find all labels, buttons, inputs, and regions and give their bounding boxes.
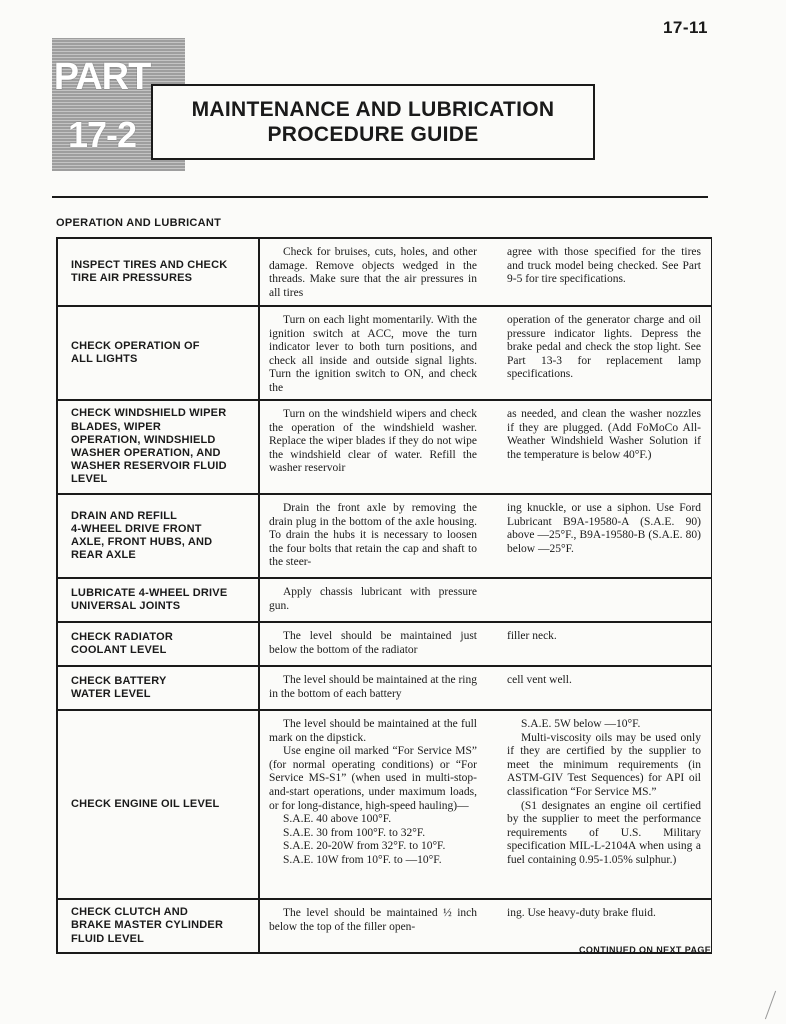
label-line: TIRE AIR PRESSURES — [71, 272, 193, 284]
label-line: WASHER OPERATION, AND — [71, 447, 221, 459]
label-line: WATER LEVEL — [71, 688, 151, 700]
paragraph: cell vent well. — [507, 674, 572, 686]
label-line: UNIVERSAL JOINTS — [71, 600, 181, 612]
procedure-text-continued — [485, 711, 709, 898]
procedure-text — [260, 667, 485, 709]
procedure-text — [260, 401, 485, 493]
procedure-text-continued — [485, 239, 709, 305]
paragraph: ing. Use heavy-duty brake fluid. — [507, 907, 656, 919]
label-line: CHECK OPERATION OF — [71, 339, 200, 352]
label-line: CHECK WINDSHIELD WIPER — [71, 407, 227, 420]
paragraph: filler neck. — [507, 630, 557, 642]
label-line: CHECK CLUTCH AND — [71, 906, 189, 919]
operation-label — [58, 401, 260, 493]
paragraph: Multi-viscosity oils may be used only if they are certified by the supplier to meet the minimum requirements (in ASTM-GIV Test Sequences) for API oil classification “For Service MS.” — [507, 731, 701, 798]
procedure-text — [260, 623, 485, 665]
paragraph: (S1 designates an engine oil certified by the supplier to meet the performance requirements of U.S. Military specification MIL-L-2104A when using a fuel containing 0.95-1.05% sulphur.) — [507, 799, 701, 866]
oil-spec-line: S.A.E. 30 from 100°F. to 32°F. — [283, 826, 426, 839]
operation-label — [58, 495, 260, 577]
paragraph: ing knuckle, or use a siphon. Use Ford Lubricant B9A-19580-A (S.A.E. 90) above —25°F., B9A-19580-B (S.A.E. 80) below —25°F. — [507, 502, 701, 555]
paragraph: Turn on the windshield wipers and check the operation of the windshield washer. Replace the wiper blades if they do not wipe the windshield clear of water. Refill the washer reservoir — [269, 408, 477, 475]
label-line: INSPECT TIRES AND CHECK — [71, 258, 228, 271]
paragraph: Turn on each light momentarily. With the ignition switch at ACC, move the turn indicator lever to both turn positions, and check all inside and outside signal lights. Turn the ignition switch to ON, and check the — [269, 314, 477, 394]
label-line: AXLE, FRONT HUBS, AND — [71, 536, 213, 548]
label-line: CHECK RADIATOR — [71, 630, 174, 643]
label-line: COOLANT LEVEL — [71, 644, 167, 656]
paragraph: The level should be maintained just below the bottom of the radiator — [269, 630, 477, 656]
procedure-text — [260, 495, 485, 577]
label-line: 4-WHEEL DRIVE FRONT — [71, 522, 202, 535]
table-row — [58, 307, 711, 401]
paragraph: Check for bruises, cuts, holes, and other damage. Remove objects wedged in the threads. Make sure that the air pressures in all tires — [269, 246, 477, 299]
table-row — [58, 495, 711, 579]
label-line: CHECK BATTERY — [71, 674, 167, 687]
label-line: DRAIN AND REFILL — [71, 509, 178, 522]
oil-spec-line: S.A.E. 5W below —10°F. — [521, 718, 641, 730]
paragraph: The level should be maintained at the full mark on the dipstick. — [269, 718, 477, 744]
procedure-text — [260, 711, 485, 898]
continued-note: CONTINUED ON NEXT PAGE — [579, 945, 712, 955]
procedure-text — [260, 900, 485, 952]
page-title-line-2: PROCEDURE GUIDE — [267, 123, 479, 146]
table-row — [58, 239, 711, 307]
paragraph: The level should be maintained at the ring in the bottom of each battery — [269, 674, 477, 700]
procedure-text — [260, 307, 485, 399]
procedure-text-continued — [485, 623, 709, 665]
oil-spec-line: S.A.E. 40 above 100°F. — [283, 813, 392, 826]
procedure-text — [260, 239, 485, 305]
procedure-text-continued — [485, 667, 709, 709]
page-title-line-1: MAINTENANCE AND LUBRICATION — [191, 98, 555, 121]
procedure-text — [260, 579, 485, 621]
procedure-text-continued — [485, 579, 709, 621]
table-row — [58, 623, 711, 667]
table-row — [58, 711, 711, 900]
label-line: OPERATION, WINDSHIELD — [71, 433, 216, 446]
operations-table — [56, 237, 712, 954]
procedure-text-continued — [485, 495, 709, 577]
label-line: WASHER RESERVOIR FLUID — [71, 460, 227, 473]
page-number: 17-11 — [662, 18, 708, 37]
label-line: FLUID LEVEL — [71, 932, 145, 945]
table-row — [58, 401, 711, 495]
label-line: BLADES, WIPER — [71, 420, 161, 433]
operation-label — [58, 307, 260, 399]
table-row — [58, 667, 711, 711]
paragraph: as needed, and clean the washer nozzles if they are plugged. (Add FoMoCo All-Weather Windshield Washer Solution if the temperature is below 40°F.) — [507, 408, 701, 461]
part-word: PART — [53, 56, 151, 98]
paragraph: agree with those specified for the tires and truck model being checked. See Part 9-5 for tire specifications. — [507, 246, 701, 286]
procedure-text-continued — [485, 401, 709, 493]
label-line: CHECK ENGINE OIL LEVEL — [71, 797, 220, 810]
operation-label — [58, 579, 260, 621]
label-line: LUBRICATE 4-WHEEL DRIVE — [71, 586, 228, 599]
operation-label — [58, 667, 260, 709]
oil-spec-line: S.A.E. 10W from 10°F. to —10°F. — [283, 853, 442, 866]
paragraph: Apply chassis lubricant with pressure gun. — [269, 586, 477, 612]
label-line: ALL LIGHTS — [71, 353, 138, 365]
part-number: 17-2 — [67, 114, 137, 155]
table-row — [58, 579, 711, 623]
label-line: REAR AXLE — [71, 549, 136, 562]
page-title-box — [151, 84, 595, 160]
paragraph: Drain the front axle by removing the drain plug in the bottom of the axle housing. To drain the hubs it is necessary to loosen the four bolts that retain the cap and shaft to the steer- — [269, 502, 477, 569]
procedure-text-continued — [485, 307, 709, 399]
label-line: BRAKE MASTER CYLINDER — [71, 919, 224, 932]
oil-spec-line: S.A.E. 20-20W from 32°F. to 10°F. — [283, 840, 446, 853]
paragraph: The level should be maintained ½ inch below the top of the filler open- — [269, 907, 477, 933]
page-edge-mark — [765, 991, 776, 1020]
paragraph: Use engine oil marked “For Service MS” (for normal operating conditions) or “For Service MS-S1” (when used in multi-stop-and-start operations, under maximum loads, or for long-distance, high-speed hauling)— — [269, 745, 477, 812]
paragraph: operation of the generator charge and oil pressure indicator lights. Depress the brake pedal and check the stop light. See Part 13-3 for replacement lamp specifications. — [507, 314, 701, 381]
label-line: LEVEL — [71, 473, 108, 486]
operation-label — [58, 623, 260, 665]
section-heading: OPERATION AND LUBRICANT — [56, 217, 222, 229]
operation-label — [58, 239, 260, 305]
operation-label — [58, 711, 260, 898]
operation-label — [58, 900, 260, 952]
header-rule — [52, 196, 708, 198]
